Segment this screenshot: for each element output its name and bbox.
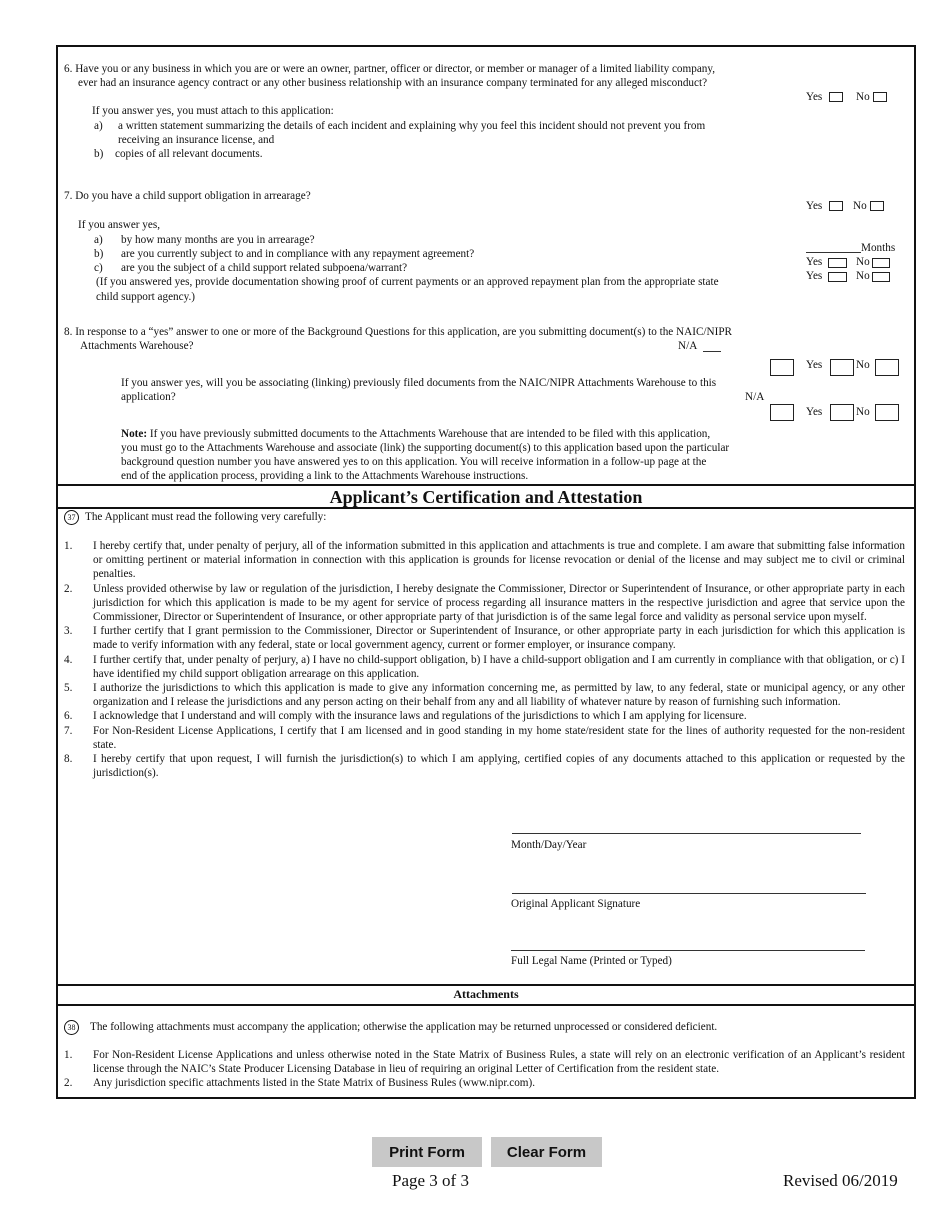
q7-c-text: are you the subject of a child support related subpoena/warrant?: [121, 262, 408, 274]
list-item-text: I further certify that, under penalty of perjury, a) I have no child-support obligation, b) I have a child-support obligation and I am currently in compliance with that obligation, or c) I have identified my child support obligation arrearage on this application.: [93, 653, 905, 680]
q6-a-label: a): [94, 120, 103, 132]
list-item: [64, 653, 905, 681]
q8-note-label: Note:: [121, 428, 148, 440]
q6-yes-checkbox[interactable]: [829, 92, 843, 102]
list-item-number: 6.: [64, 710, 73, 723]
q7-text: 7. Do you have a child support obligation in arrearage?: [64, 190, 311, 202]
q7-b-no-checkbox[interactable]: [872, 258, 890, 268]
q6-a-text-cont: receiving an insurance license, and: [118, 134, 275, 146]
attachments-intro: The following attachments must accompany the application; otherwise the application may be returned unprocessed or considered deficient.: [90, 1021, 718, 1034]
list-item: [64, 752, 905, 780]
list-item-text: I hereby certify that, under penalty of perjury, all of the information submitted in this application and attachments is true and complete. I am aware that submitting false information or omitting pertinent or material information in connection with this application is grounds for license revocation or denial of the license and may subject me to civil or criminal penalties.: [93, 540, 905, 581]
q8-no-label: No: [856, 359, 870, 371]
list-item-number: 7.: [64, 724, 73, 737]
list-item: [64, 624, 905, 652]
certification-list: [64, 539, 905, 780]
list-item-text: For Non-Resident License Applications and unless otherwise noted in the State Matrix of Business Rules, a state will rely on an electronic verification of an Applicant’s resident license through the NAIC’s State Producer Licensing Database in lieu of requiring an original Letter of Certification from the resident state.: [93, 1049, 905, 1076]
q8-note-cont: background question number you have answered yes to on this application. You will receive information in a follow-up page at the: [121, 456, 707, 468]
q8-sub-yes-label: Yes: [806, 406, 823, 418]
list-item-number: 5.: [64, 682, 73, 695]
q7-c-yes-label: Yes: [806, 270, 823, 282]
q8-note-text: If you have previously submitted documents to the Attachments Warehouse that are intended to be filed with this application,: [149, 428, 711, 440]
clear-form-button[interactable]: Clear Form: [491, 1137, 602, 1167]
divider: [56, 1004, 916, 1006]
date-label: Month/Day/Year: [511, 839, 587, 851]
q8-na-checkbox[interactable]: [770, 359, 794, 376]
list-item-number: 4.: [64, 653, 73, 666]
q8-na-label: N/A: [678, 340, 698, 352]
q6-instruction: If you answer yes, you must attach to this application:: [92, 105, 334, 117]
attachments-list: [64, 1048, 905, 1091]
full-name-line[interactable]: [511, 950, 865, 951]
section-number-badge: 37: [64, 510, 79, 525]
q7-c-no-label: No: [856, 270, 870, 282]
q7-yes-checkbox[interactable]: [829, 201, 843, 211]
list-item-number: 2.: [64, 582, 73, 595]
divider: [56, 507, 916, 509]
list-item-text: I hereby certify that upon request, I will furnish the jurisdiction(s) to which I am applying, certified copies of any documents attached to this application or requested by the jurisdiction(s).: [93, 753, 905, 780]
q7-a-label: a): [94, 234, 103, 246]
divider: [56, 484, 916, 486]
q6-b-label: b): [94, 148, 104, 160]
q7-b-yes-label: Yes: [806, 256, 823, 268]
q7-instruction: If you answer yes,: [78, 219, 161, 231]
list-item: [64, 582, 905, 625]
list-item-text: I authorize the jurisdictions to which this application is made to give any information concerning me, as permitted by law, to any federal, state or municipal agency, or any other organization and I release the jurisdictions and any person acting on their behalf from any and all liability of whatever nature by reason of furnishing such information.: [93, 682, 905, 709]
q8-yes-checkbox[interactable]: [830, 359, 854, 376]
q6-text: 6. Have you or any business in which you are or were an owner, partner, officer or director, or member or manager of a limited liability company,: [64, 63, 716, 75]
revision-date: Revised 06/2019: [783, 1171, 898, 1190]
q8-na-blank: [703, 351, 721, 352]
print-form-button[interactable]: Print Form: [372, 1137, 482, 1167]
q6-a-text: a written statement summarizing the details of each incident and explaining why you feel this incident should not prevent you from: [118, 120, 706, 132]
q7-note-cont: child support agency.): [96, 291, 195, 303]
q7-note: (If you answered yes, provide documentation showing proof of current payments or an approved repayment plan from the appropriate state: [96, 276, 719, 288]
q6-no-checkbox[interactable]: [873, 92, 887, 102]
q7-c-label: c): [94, 262, 103, 274]
list-item-number: 1.: [64, 540, 73, 552]
q8-note-cont: end of the application process, providing a link to the Attachments Warehouse instructions.: [121, 470, 529, 482]
q7-months-input[interactable]: [806, 252, 861, 253]
list-item-number: 2.: [64, 1077, 73, 1090]
q8-yes-label: Yes: [806, 359, 823, 371]
q7-months-label: Months: [861, 242, 896, 254]
attachments-title: Attachments: [453, 987, 519, 1001]
list-item: [64, 539, 905, 582]
q7-no-label: No: [853, 200, 867, 212]
q8-sub-no-checkbox[interactable]: [875, 404, 899, 421]
list-item: [64, 724, 905, 752]
q8-sub-text: If you answer yes, will you be associating (linking) previously filed documents from the NAIC/NIPR Attachments Warehouse to this: [121, 377, 717, 389]
list-item-number: 3.: [64, 625, 73, 638]
q7-b-no-label: No: [856, 256, 870, 268]
q8-sub-na-checkbox[interactable]: [770, 404, 794, 421]
q8-sub-yes-checkbox[interactable]: [830, 404, 854, 421]
list-item-number: 8.: [64, 753, 73, 766]
q7-no-checkbox[interactable]: [870, 201, 884, 211]
q8-note-cont: you must go to the Attachments Warehouse and associate (link) the supporting document(s) to this application based upon the particular: [121, 442, 730, 454]
signature-line[interactable]: [512, 893, 866, 894]
list-item: [64, 709, 905, 723]
page-number: Page 3 of 3: [392, 1171, 469, 1190]
q8-text: 8. In response to a “yes” answer to one or more of the Background Questions for this application, are you submitting document(s) to the NAIC/NIPR: [64, 326, 732, 338]
certification-intro-row: [64, 510, 326, 525]
signature-label: Original Applicant Signature: [511, 898, 641, 910]
q7-c-yes-checkbox[interactable]: [828, 272, 847, 282]
section-number-badge: 38: [64, 1020, 79, 1035]
full-name-label: Full Legal Name (Printed or Typed): [511, 955, 672, 967]
q7-b-text: are you currently subject to and in compliance with any repayment agreement?: [121, 248, 475, 260]
list-item-number: 1.: [64, 1049, 73, 1061]
list-item: [64, 681, 905, 709]
q8-text-cont: Attachments Warehouse?: [80, 340, 194, 352]
q7-b-label: b): [94, 248, 104, 260]
q7-a-text: by how many months are you in arrearage?: [121, 234, 315, 246]
q6-no-label: No: [856, 91, 870, 103]
q6-yes-label: Yes: [806, 91, 823, 103]
q6-text-cont: ever had an insurance agency contract or any other business relationship with an insurance company terminated for any alleged misconduct?: [78, 77, 708, 89]
q8-sub-no-label: No: [856, 406, 870, 418]
q6-b-text: copies of all relevant documents.: [115, 148, 263, 160]
q8-note: [121, 427, 710, 441]
certification-intro: The Applicant must read the following very carefully:: [85, 511, 327, 524]
list-item-text: Unless provided otherwise by law or regulation of the jurisdiction, I hereby designate the Commissioner, Director or Superintendent of Insurance, or other appropriate party in each jurisdiction for which this application is made to be my agent for service of process regarding all insurance matters in the respective jurisdiction and agree that service upon the Commissioner, Director or Superintendent of Insurance, or other appropriate party of that jurisdiction is of the same legal force and validity as personal service upon myself.: [93, 582, 905, 624]
divider: [56, 984, 916, 986]
certification-title: Applicant’s Certification and Attestation: [329, 487, 643, 507]
list-item-text: For Non-Resident License Applications, I certify that I am licensed and in good standing in my home state/resident state for the lines of authority requested for the non-resident state.: [93, 724, 905, 751]
attachments-intro-row: [64, 1020, 717, 1035]
q8-no-checkbox[interactable]: [875, 359, 899, 376]
q7-c-no-checkbox[interactable]: [872, 272, 890, 282]
q7-b-yes-checkbox[interactable]: [828, 258, 847, 268]
list-item-text: Any jurisdiction specific attachments listed in the State Matrix of Business Rules (www.nipr.com).: [93, 1077, 536, 1090]
list-item: [64, 1076, 905, 1090]
list-item: [64, 1048, 905, 1076]
list-item-text: I further certify that I grant permission to the Commissioner, Director or Superintendent of Insurance, or other appropriate party in each jurisdiction for which this application is made to verify information with any federal, state or local government agency, current or former employer, or insurance company.: [93, 625, 905, 652]
list-item-text: I acknowledge that I understand and will comply with the insurance laws and regulations of the jurisdictions to which I am applying for licensure.: [93, 710, 747, 723]
q8-sub-text-cont: application?: [121, 391, 176, 403]
q7-yes-label: Yes: [806, 200, 823, 212]
q8-sub-na-label: N/A: [745, 391, 765, 403]
date-line[interactable]: [512, 833, 861, 834]
